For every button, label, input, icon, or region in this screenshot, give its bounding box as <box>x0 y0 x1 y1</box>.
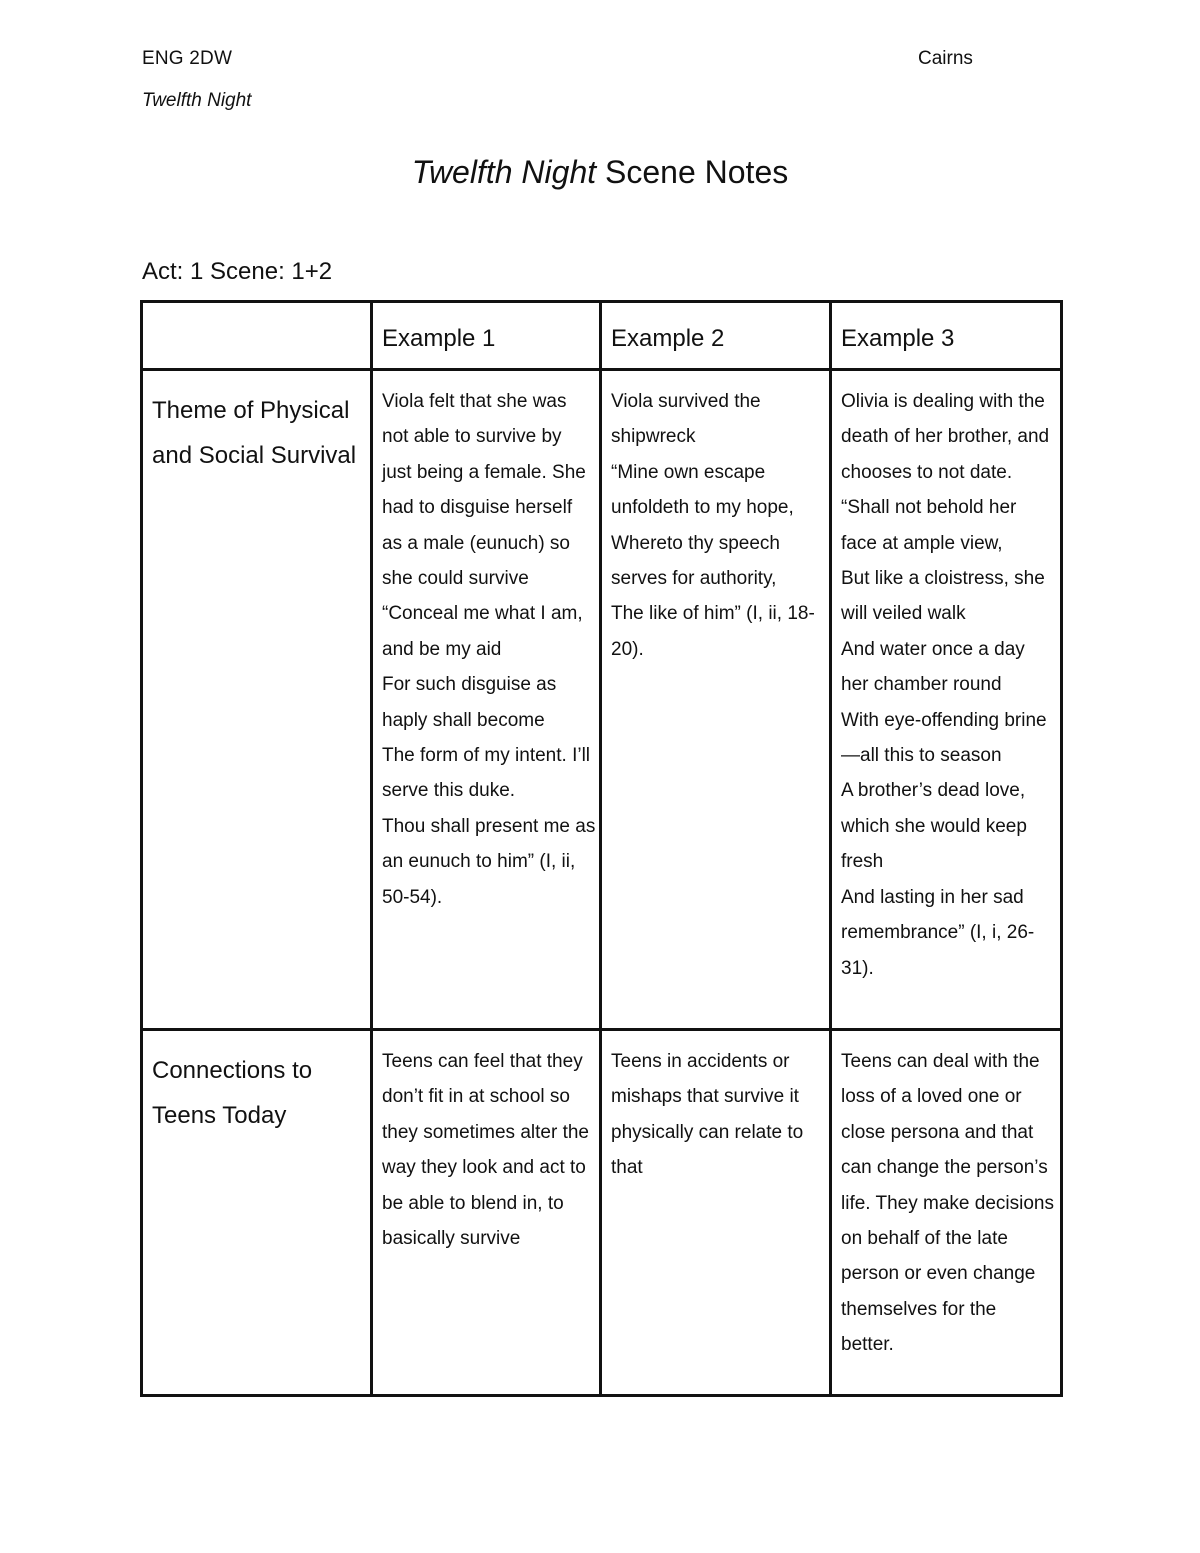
text-line: just being a female. She <box>382 461 586 483</box>
text-line: “Shall not behold her <box>841 497 1017 519</box>
text-line: which she would keep <box>841 815 1027 837</box>
text-line: loss of a loved one or <box>841 1086 1022 1108</box>
text-line: For such disguise as <box>382 674 557 696</box>
cell-text <box>832 1031 1060 1363</box>
table-row-teens-today <box>142 1030 1062 1396</box>
text-line: mishaps that survive it <box>611 1086 799 1108</box>
text-line: Whereto thy speech <box>611 532 780 554</box>
text-line: Theme of Physical <box>152 397 350 424</box>
text-line: face at ample view, <box>841 532 1003 554</box>
text-line: can change the person’s <box>841 1157 1048 1179</box>
cell-text <box>832 371 1060 986</box>
table-cell-example-1 <box>372 1030 601 1396</box>
table-cell-example-2 <box>601 370 831 1030</box>
text-line: chooses to not date. <box>841 461 1013 483</box>
text-line: remembrance” (I, i, 26- <box>841 922 1035 944</box>
header-cell-example-3: Example 3 <box>831 302 1062 370</box>
text-line: on behalf of the late <box>841 1228 1008 1250</box>
text-line: Teens in accidents or <box>611 1051 790 1072</box>
text-line: themselves for the <box>841 1298 997 1320</box>
text-line: Teens can deal with the <box>841 1051 1040 1072</box>
text-line: an eunuch to him” (I, ii, <box>382 851 576 873</box>
text-line: Olivia is dealing with the <box>841 391 1045 412</box>
text-line: “Mine own escape <box>611 461 766 483</box>
text-line: and be my aid <box>382 638 502 660</box>
text-line: And lasting in her sad <box>841 886 1024 908</box>
header-cell-example-2: Example 2 <box>601 302 831 370</box>
text-line: shipwreck <box>611 426 696 448</box>
text-line: —all this to season <box>841 745 1002 767</box>
text-line: Thou shall present me as <box>382 815 596 837</box>
text-line: 20). <box>611 638 644 660</box>
text-line: With eye-offending brine <box>841 709 1047 731</box>
table-cell-example-3 <box>831 370 1062 1030</box>
text-line: basically survive <box>382 1228 521 1250</box>
title-rest: Scene Notes <box>596 154 789 190</box>
document-subtitle: Twelfth Night <box>142 90 252 111</box>
cell-text <box>602 1031 829 1186</box>
header-cell-example-1: Example 1 <box>372 302 601 370</box>
teacher-name: Cairns <box>918 48 973 69</box>
page-title <box>0 152 1200 192</box>
text-line: The like of him” (I, ii, 18- <box>611 603 815 625</box>
header-cell-empty <box>142 302 372 370</box>
row-label <box>143 371 370 478</box>
text-line: “Conceal me what I am, <box>382 603 583 625</box>
title-italic-part: Twelfth Night <box>411 154 597 190</box>
table-cell-example-2 <box>601 1030 831 1396</box>
text-line: serves for authority, <box>611 568 777 590</box>
table-cell-example-3 <box>831 1030 1062 1396</box>
text-line: And water once a day <box>841 638 1025 660</box>
text-line: she could survive <box>382 568 529 590</box>
text-line: Viola survived the <box>611 391 761 412</box>
text-line: way they look and act to <box>382 1157 586 1179</box>
text-line: Teens can feel that they <box>382 1051 583 1072</box>
text-line: as a male (eunuch) so <box>382 532 570 554</box>
text-line: and Social Survival <box>152 442 357 469</box>
text-line: physically can relate to <box>611 1121 804 1143</box>
cell-text <box>373 1031 599 1256</box>
act-scene-label: Act: 1 Scene: 1+2 <box>142 258 333 285</box>
scene-notes-table <box>140 300 1063 1397</box>
text-line: serve this duke. <box>382 780 516 802</box>
text-line: be able to blend in, to <box>382 1192 564 1214</box>
text-line: But like a cloistress, she <box>841 568 1045 590</box>
text-line: death of her brother, and <box>841 426 1050 448</box>
course-code: ENG 2DW <box>142 48 233 69</box>
table-header-row <box>142 302 1062 370</box>
text-line: Teens Today <box>152 1102 287 1129</box>
cell-text <box>602 371 829 667</box>
table-row-survival-theme <box>142 370 1062 1030</box>
text-line: Connections to <box>152 1057 313 1084</box>
text-line: close persona and that <box>841 1121 1034 1143</box>
text-line: not able to survive by <box>382 426 562 448</box>
text-line: better. <box>841 1334 894 1356</box>
text-line: Viola felt that she was <box>382 391 567 412</box>
table-cell-example-1 <box>372 370 601 1030</box>
text-line: 31). <box>841 957 874 979</box>
text-line: will veiled walk <box>841 603 966 625</box>
text-line: unfoldeth to my hope, <box>611 497 794 519</box>
text-line: they sometimes alter the <box>382 1121 589 1143</box>
text-line: fresh <box>841 851 884 873</box>
text-line: A brother’s dead love, <box>841 780 1026 802</box>
text-line: person or even change <box>841 1263 1036 1285</box>
text-line: The form of my intent. I’ll <box>382 745 591 767</box>
row-label-cell <box>142 1030 372 1396</box>
row-label <box>143 1031 370 1138</box>
text-line: her chamber round <box>841 674 1002 696</box>
text-line: haply shall become <box>382 709 545 731</box>
row-label-cell <box>142 370 372 1030</box>
text-line: had to disguise herself <box>382 497 573 519</box>
text-line: 50-54). <box>382 886 443 908</box>
text-line: life. They make decisions <box>841 1192 1054 1214</box>
cell-text <box>373 371 599 915</box>
text-line: don’t fit in at school so <box>382 1086 570 1108</box>
text-line: that <box>611 1157 643 1179</box>
